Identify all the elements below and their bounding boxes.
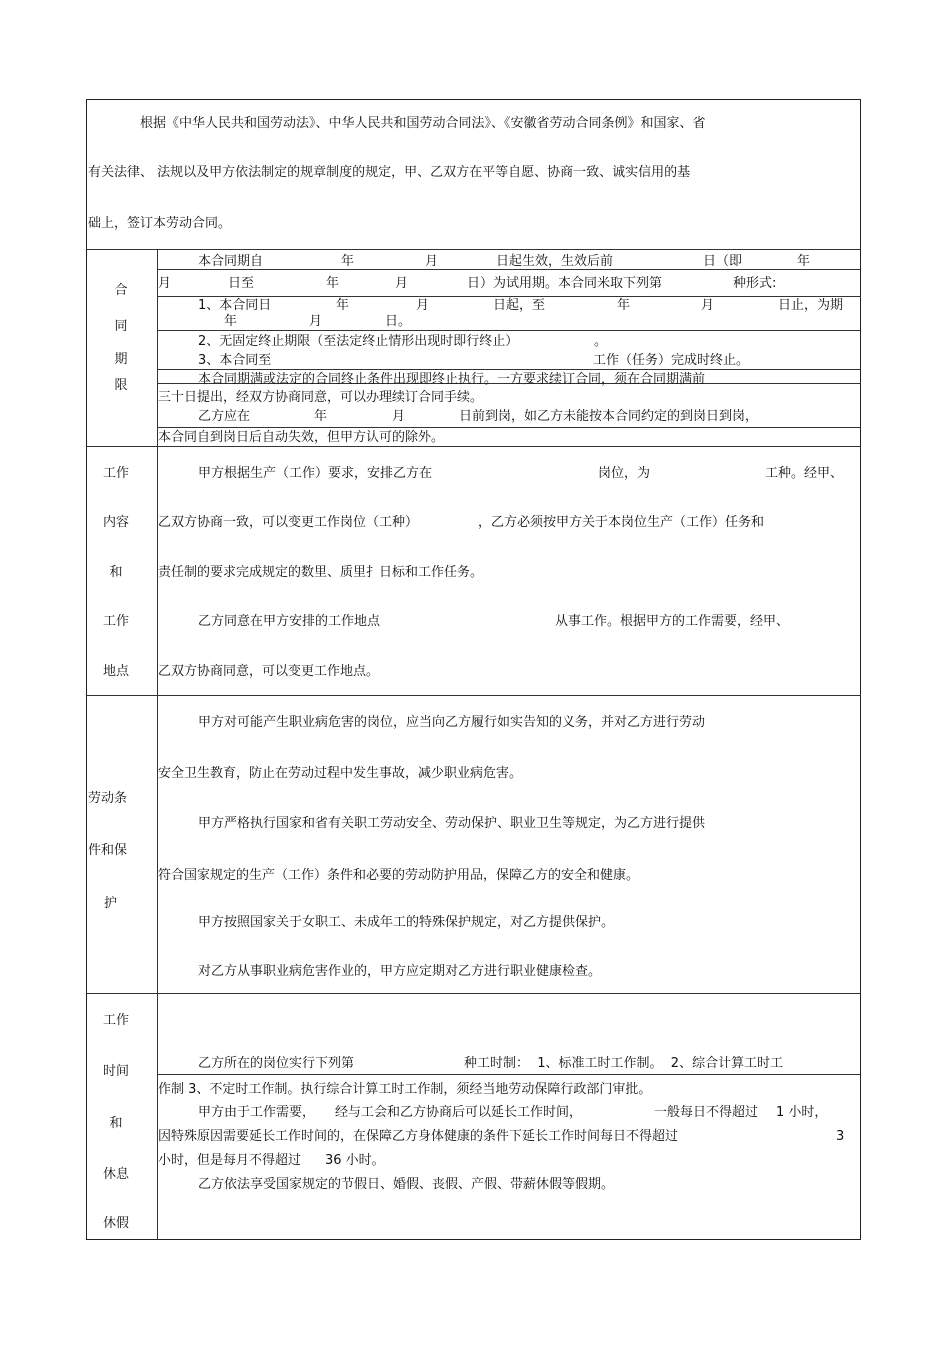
hours-label: 休息 xyxy=(102,1167,129,1182)
term-text: 年 xyxy=(797,254,811,269)
term-text: 3、本合同至 xyxy=(198,353,272,368)
term-text: 乙方应在 xyxy=(198,409,251,424)
term-text: 日起生效，生效后前 xyxy=(496,254,614,269)
term-text: 2、无固定终止期限（至法定终止情形出现时即行终止） xyxy=(198,334,519,349)
inner-line xyxy=(157,330,861,331)
preamble-line-2: 有关法律、 法规以及甲方依法制定的规章制度的规定，甲、乙双方在平等自愿、协商一致、诚实信用的基 xyxy=(88,165,691,180)
work-text: 从事工作。根据甲方的工作需要，经甲、 xyxy=(555,614,790,629)
work-text: 责任制的要求完成规定的数里、质里扌日标和工作任务。 xyxy=(158,565,484,580)
protection-label: 劳动条 xyxy=(88,791,128,806)
term-text: 月 xyxy=(416,298,430,313)
term-text: 月 xyxy=(309,314,323,329)
work-label: 内容 xyxy=(102,515,129,530)
term-text: 本合同期自 xyxy=(198,254,264,269)
protection-text: 甲方严格执行国家和省有关职工劳动安全、劳动保护、职业卫生等规定，为乙方进行提供 xyxy=(198,816,706,831)
term-text: 月 xyxy=(701,298,715,313)
inner-line xyxy=(157,369,861,370)
term-text: 日）为试用期。本合同米取下列第 xyxy=(467,276,663,291)
term-text: 。 xyxy=(594,334,608,349)
hours-label: 工作 xyxy=(102,1013,129,1028)
term-text: 日止，为期 xyxy=(778,298,844,313)
work-text: 岗位，为 xyxy=(598,466,651,481)
term-text: 年 xyxy=(224,314,238,329)
term-text: 日（即 xyxy=(703,254,743,269)
work-text: 工种。经甲、 xyxy=(765,466,844,481)
preamble-line-1: 根据《中华人民共和国劳动法》、中华人民共和国劳动合同法》、《安徽省劳动合同条例》和国家、省 xyxy=(140,116,706,131)
hours-text: 因特殊原因需要延长工作时间的，在保障乙方身体健康的条件下延长工作时间每日不得超过 xyxy=(158,1129,679,1144)
work-text: ，乙方必须按甲方关于本岗位生产（工作）任务和 xyxy=(478,515,765,530)
term-text: 本合同期满或法定的合同终止条件出现即终止执行。一方要求续订合同，须在合同期满前 xyxy=(198,372,706,387)
row-divider xyxy=(86,446,861,447)
work-label: 工作 xyxy=(102,614,129,629)
term-text: 日至 xyxy=(228,276,255,291)
term-text: 月 xyxy=(392,409,406,424)
hours-label: 休假 xyxy=(102,1216,129,1231)
hours-text: 3 xyxy=(836,1129,845,1144)
hours-text: 经与工会和乙方协商后可以延长工作时间， xyxy=(335,1105,583,1120)
inner-line xyxy=(157,1074,861,1075)
hours-text: 一般每日不得超过 xyxy=(654,1105,759,1120)
term-text: 月 xyxy=(158,276,172,291)
term-text: 日起，至 xyxy=(493,298,546,313)
term-text: 工作（任务）完成时终止。 xyxy=(593,353,750,368)
preamble-line-3: 础上，签订本劳动合同。 xyxy=(88,216,232,231)
term-label-char: 同 xyxy=(114,319,128,334)
hours-text: 1 小时， xyxy=(776,1105,828,1120)
row-divider xyxy=(86,249,861,250)
hours-text: 甲方由于工作需要， xyxy=(198,1105,316,1120)
term-label-char: 合 xyxy=(114,283,128,298)
term-text: 1、本合同日 xyxy=(198,298,272,313)
hours-label: 时间 xyxy=(102,1064,129,1079)
term-text: 年 xyxy=(314,409,328,424)
hours-text: 小时，但是每月不得超过 xyxy=(158,1153,302,1168)
term-text: 日前到岗，如乙方未能按本合同约定的到岗日到岗， xyxy=(459,409,759,424)
term-text: 本合同自到岗日后自动失效，但甲方认可的除外。 xyxy=(158,430,445,445)
row-divider xyxy=(86,993,861,994)
hours-label: 和 xyxy=(109,1116,123,1131)
protection-text: 对乙方从事职业病危害作业的，甲方应定期对乙方进行职业健康检查。 xyxy=(198,964,602,979)
term-text: 年 xyxy=(341,254,355,269)
work-text: 乙双方协商一致，可以变更工作岗位（工种） xyxy=(158,515,419,530)
hours-text: 乙方依法享受国家规定的节假日、婚假、丧假、产假、带薪休假等假期。 xyxy=(198,1177,615,1192)
term-label-char: 期 xyxy=(114,352,128,367)
row-divider xyxy=(86,695,861,696)
term-text: 年 xyxy=(617,298,631,313)
hours-text: 乙方所在的岗位实行下列第 xyxy=(198,1056,355,1071)
hours-text: 种工时制： 1、标准工时工作制。 2、综合计算工时工 xyxy=(464,1056,784,1071)
term-label-char: 限 xyxy=(114,378,128,393)
work-text: 甲方根据生产（工作）要求，安排乙方在 xyxy=(198,466,433,481)
term-text: 月 xyxy=(425,254,439,269)
protection-text: 甲方按照国家关于女职工、未成年工的特殊保护规定，对乙方提供保护。 xyxy=(198,915,615,930)
inner-line xyxy=(157,427,861,428)
hours-text: 作制 3、不定时工作制。执行综合计算工时工作制，须经当地劳动保障行政部门审批。 xyxy=(158,1082,652,1097)
term-text: 年 xyxy=(326,276,340,291)
protection-label: 件和保 xyxy=(88,843,128,858)
work-text: 乙双方协商同意，可以变更工作地点。 xyxy=(158,664,380,679)
work-label: 工作 xyxy=(102,466,129,481)
protection-text: 甲方对可能产生职业病危害的岗位，应当向乙方履行如实告知的义务，并对乙方进行劳动 xyxy=(198,715,706,730)
hours-text: 36 小时。 xyxy=(325,1153,385,1168)
protection-label: 护 xyxy=(104,896,118,911)
protection-text: 安全卫生教育，防止在劳动过程中发生事故，减少职业病危害。 xyxy=(158,766,523,781)
term-text: 日。 xyxy=(385,314,412,329)
term-text: 月 xyxy=(395,276,409,291)
inner-line xyxy=(157,296,861,297)
term-text: 种形式: xyxy=(733,276,777,291)
term-text: 年 xyxy=(336,298,350,313)
term-text: 三十日提出，经双方协商同意，可以办理续订合同手续。 xyxy=(158,390,484,405)
protection-text: 符合国家规定的生产（工作）条件和必要的劳动防护用品，保障乙方的安全和健康。 xyxy=(158,868,640,883)
work-label: 地点 xyxy=(102,664,129,679)
work-text: 乙方同意在甲方安排的工作地点 xyxy=(198,614,381,629)
work-label: 和 xyxy=(109,565,123,580)
